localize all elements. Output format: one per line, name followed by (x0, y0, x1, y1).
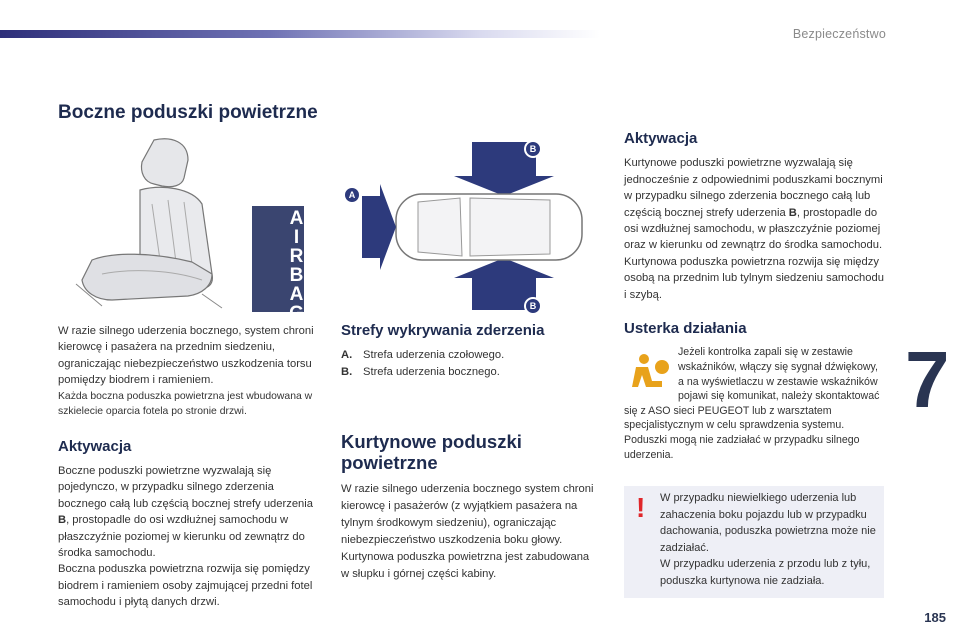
activation-paragraph-left-2: Boczna poduszka powietrzna rozwija się pomiędzy biodrem i ramieniem osoby zajmującej przedni fotel samochodu i płytą danych drzwi. (58, 563, 313, 609)
zones-heading: Strefy wykrywania zderzenia (341, 322, 545, 339)
curtain-heading: Kurtynowe poduszki powietrzne (341, 431, 522, 474)
car-seat-icon (62, 134, 262, 310)
right-column (624, 131, 886, 462)
zone-a-badge: A (343, 185, 361, 204)
chapter-number: 7 (905, 335, 950, 424)
car-top-view-icon (340, 138, 600, 318)
zone-b-top-badge: B (524, 139, 542, 158)
page-title: Boczne poduszki powietrzne (58, 102, 318, 123)
zone-b-bottom-badge: B (524, 296, 542, 315)
zone-a-item: A. Strefa uderzenia czołowego. (341, 349, 505, 362)
intro-paragraph: W razie silnego uderzenia bocznego, system chroni kierowcę i pasażera na przednim siedzeniu, ograniczając niebezpieczeństwo uszkodzenia torsu pomiędzy biodrem i ramieniem. (58, 325, 314, 387)
middle-column (341, 323, 599, 583)
fault-heading: Usterka działania (624, 320, 747, 338)
curtain-paragraph: W razie silnego uderzenia bocznego system chroni kierowcę i pasażerów (z wyjątkiem pasażera na tylnym środkowym siedzeniu), ograniczając niebezpieczeństwo uszkodzenia boku głowy. (341, 483, 594, 547)
fault-block: Jeżeli kontrolka zapali się w zestawie wskaźników, włączy się sygnał dźwiękowy, a na wyświetlaczu w zestawie wskaźników pojawi się komunikat, należy skontaktować się z ASO sieci PEUGEOT lub z warsztatem specjalistycznym w celu sprawdzenia systemu. Poduszki mogą nie zadziałać w przypadku silnego uderzenia. (624, 346, 880, 461)
curtain-paragraph-2: Kurtynowa poduszka powietrzna jest zabudowana w słupku i górnej części kabiny. (341, 551, 590, 581)
left-column (58, 323, 320, 611)
page-number: 185 (924, 610, 946, 625)
activation-heading-right: Aktywacja (624, 130, 698, 147)
airbag-label: AIRBAG (252, 206, 304, 312)
warning-note (624, 486, 884, 598)
zone-b-item: B. Strefa uderzenia bocznego. (341, 366, 500, 379)
note-text-1: W przypadku niewielkiego uderzenia lub zahaczenia boku pojazdu lub w przypadku dachowania, poduszka powietrzna może nie zadziałać. (660, 492, 876, 554)
intro-note: Każda boczna poduszka powietrzna jest wbudowana w szkielecie oparcia fotela po stronie drzwi. (58, 390, 313, 417)
activation-heading-left: Aktywacja (58, 437, 132, 455)
header-accent-bar (0, 30, 600, 38)
section-name: Bezpieczeństwo (792, 27, 886, 41)
activation-paragraph-right-2: Kurtynowa poduszka powietrzna rozwija się między osobą na przednim lub tylnym siedzeniu samochodu i szybą. (624, 255, 884, 301)
exclamation-icon: ! (636, 492, 646, 523)
activation-paragraph-right: Kurtynowe poduszki powietrzne wyzwalają się jednocześnie z odpowiednimi poduszkami bocznymi w przypadku silnego zderzenia bocznego całą lub częścią bocznej strefy uderzenia B, prostopadle do osi wzdłużnej samochodu, w płaszczyźnie poziomej oraz w kierunku od zewnątrz do środka samochodu. (624, 157, 883, 252)
activation-paragraph-left: Boczne poduszki powietrzne wyzwalają się pojedynczo, w przypadku silnego zderzenia bocznego całą lub częścią bocznej strefy uderzenia B, prostopadle do osi wzdłużnej samochodu w płaszczyźnie poziomej w kierunku od zewnątrz do środka samochodu. (58, 465, 313, 560)
airbag-warning-icon (624, 351, 670, 391)
note-text-2: W przypadku uderzenia z przodu lub z tyłu, poduszka kurtynowa nie zadziała. (660, 558, 871, 587)
